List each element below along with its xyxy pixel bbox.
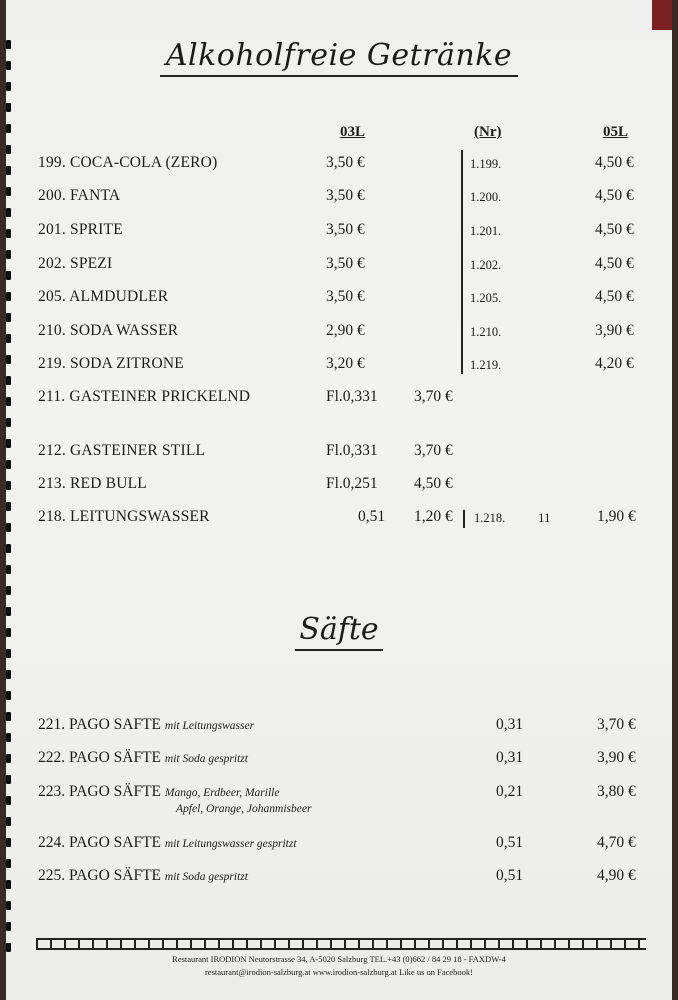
juice-name: [38, 716, 254, 734]
soft-drink-row: [6, 154, 672, 178]
juice-name: [38, 834, 297, 852]
item-nr: 1.210.: [470, 325, 502, 339]
juice-name: [38, 749, 248, 767]
price-05l: 4,50 €: [595, 221, 634, 238]
item-name: 219. SODA ZITRONE: [38, 355, 184, 372]
header-03l: 03L: [340, 124, 366, 140]
soft-drink-row: [6, 322, 672, 346]
item-name: 202. SPEZI: [38, 255, 113, 272]
juice-note: mit Soda gespritzt: [164, 871, 248, 883]
item-price: 3,70 €: [414, 388, 453, 405]
price-05l: 4,50 €: [595, 154, 634, 171]
juice-note-line2: Apfel, Orange, Johanmisbeer: [176, 803, 312, 815]
soft-drink-row: [6, 255, 672, 279]
price-05l: 3,90 €: [595, 322, 634, 339]
juice-name: [38, 867, 248, 885]
juice-price: 3,80 €: [597, 783, 636, 800]
item-nr: 1.199.: [470, 157, 502, 171]
item-price: 1,20 €: [414, 508, 453, 525]
page-title: Alkoholfreie Getränke: [6, 38, 672, 73]
item-name: 212. GASTEINER STILL: [38, 442, 206, 459]
price-05l: 4,50 €: [595, 187, 634, 204]
item-name: 211. GASTEINER PRICKELND: [38, 388, 251, 405]
juice-price: 4,70 €: [597, 834, 636, 851]
juice-note: mit Soda gespritzt: [164, 753, 248, 765]
price-03l: 3,50 €: [326, 154, 365, 171]
juice-price: 3,70 €: [597, 716, 636, 733]
nr-divider: [463, 510, 465, 528]
juice-price: 4,90 €: [597, 867, 636, 884]
juice-size: 0,31: [496, 749, 524, 766]
juice-number: 225.: [38, 867, 66, 884]
juice-number: 221.: [38, 716, 66, 733]
item-size-large: 11: [538, 510, 551, 525]
item-name: 218. LEITUNGSWASSER: [38, 508, 210, 525]
juice-row: [6, 834, 672, 858]
item-size: Fl.0,331: [326, 388, 378, 405]
price-05l: 4,50 €: [595, 288, 634, 305]
item-name: 201. SPRITE: [38, 221, 123, 238]
juice-price: 3,90 €: [597, 749, 636, 766]
item-name: 213. RED BULL: [38, 475, 147, 492]
price-05l: 4,20 €: [595, 355, 634, 372]
juice-row: [6, 716, 672, 740]
item-name: 200. FANTA: [38, 187, 121, 204]
item-name: 210. SODA WASSER: [38, 322, 179, 339]
juice-note: Mango, Erdbeer, Marille: [164, 787, 280, 799]
item-nr: 1.202.: [470, 258, 502, 272]
section-title-juices: Säfte: [6, 612, 672, 647]
juice-title: PAGO SÄFTE: [69, 867, 162, 884]
juice-row: [6, 749, 672, 773]
juice-size: 0,51: [496, 867, 524, 884]
header-nr: (Nr): [474, 124, 502, 140]
item-size: Fl.0,251: [326, 475, 378, 492]
water-row: [6, 388, 672, 412]
juice-number: 224.: [38, 834, 66, 851]
soft-drink-row: [6, 355, 672, 379]
price-03l: 3,50 €: [326, 288, 365, 305]
water-row: [6, 508, 672, 532]
price-03l: 3,50 €: [326, 187, 365, 204]
item-nr: 1.218.: [474, 511, 506, 525]
juice-number: 222.: [38, 749, 66, 766]
item-name: 199. COCA-COLA (ZERO): [38, 154, 218, 171]
menu-page: [6, 0, 672, 1000]
price-05l: 4,50 €: [595, 255, 634, 272]
price-03l: 3,50 €: [326, 221, 365, 238]
item-price: 4,50 €: [414, 475, 453, 492]
juice-row: [6, 783, 672, 823]
water-row: [6, 475, 672, 499]
item-size: 0,51: [358, 508, 386, 525]
juice-number: 223.: [38, 783, 66, 800]
juice-note: mit Leitungswasser: [164, 720, 255, 732]
juice-size: 0,31: [496, 716, 524, 733]
item-size: Fl.0,331: [326, 442, 378, 459]
juice-note: mit Leitungswasser gespritzt: [164, 838, 297, 850]
cover-edge: [652, 0, 672, 30]
price-03l: 2,90 €: [326, 322, 365, 339]
item-nr: 1.205.: [470, 291, 502, 305]
footer-contact: restaurant@irodion-salzburg.at www.irodion-salzburg.at Like us on Facebook!: [204, 967, 474, 977]
soft-drink-row: [6, 187, 672, 211]
item-price-large: 1,90 €: [597, 508, 636, 525]
juice-name: [38, 783, 279, 801]
juice-title: PAGO SÄFTE: [69, 749, 162, 766]
greek-key-border: [36, 938, 646, 950]
soft-drink-row: [6, 288, 672, 312]
soft-drink-row: [6, 221, 672, 245]
item-nr: 1.201.: [470, 224, 502, 238]
item-name: 205. ALMDUDLER: [38, 288, 169, 305]
item-price: 3,70 €: [414, 442, 453, 459]
juice-size: 0,51: [496, 834, 524, 851]
header-05l: 05L: [603, 124, 629, 140]
price-03l: 3,20 €: [326, 355, 365, 372]
price-03l: 3,50 €: [326, 255, 365, 272]
footer-address: Restaurant IRODION Neutorstrasse 34, A-5020 Salzburg TEL.+43 (0)662 / 84 29 18 - FAXDW-4: [172, 954, 506, 964]
juice-row: [6, 867, 672, 891]
water-row: [6, 442, 672, 466]
juice-title: PAGO SÄFTE: [69, 783, 162, 800]
item-nr: 1.219.: [470, 358, 502, 372]
juice-title: PAGO SAFTE: [69, 834, 162, 851]
juice-title: PAGO SAFTE: [69, 716, 162, 733]
item-nr: 1.200.: [470, 190, 502, 204]
juice-size: 0,21: [496, 783, 524, 800]
